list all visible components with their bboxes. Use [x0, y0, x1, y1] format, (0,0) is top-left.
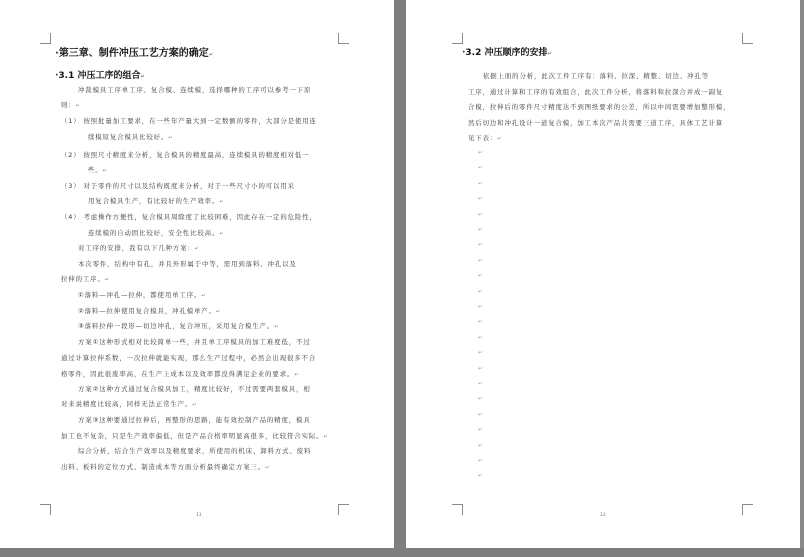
chapter-title: ·第三章、制件冲压工艺方案的确定↵ — [55, 48, 214, 59]
empty-paragraph-mark: ↵ — [478, 242, 483, 249]
list-item: （1） 按照批量加工要求，在一些年产量大到一定数额的零件，大部分是使用连 — [61, 117, 317, 125]
list-item-cont: 些。↵ — [88, 166, 108, 174]
paragraph-line: 对工序的安排，我有以下几种方案：↵ — [78, 244, 200, 252]
empty-paragraph-mark: ↵ — [478, 180, 483, 187]
crop-mark-bottom-right — [338, 504, 349, 515]
paragraph-line: 拉伸的工序。↵ — [61, 275, 110, 283]
paragraph-line: 合模，拉伸后的零件尺寸精度达不到图纸要求的公差，所以中间需要增加整形模， — [468, 103, 731, 111]
empty-paragraph-mark: ↵ — [478, 288, 483, 295]
empty-paragraph-mark: ↵ — [478, 427, 483, 434]
list-item-cont: 连续模的自动固比较好，安全性比较高。↵ — [88, 229, 225, 237]
page-gutter — [394, 0, 406, 557]
empty-paragraph-mark: ↵ — [478, 227, 483, 233]
empty-paragraph-mark: ↵ — [478, 365, 483, 372]
empty-paragraph-mark: ↵ — [478, 473, 483, 480]
paragraph-line: 对来说精度比较高，同样无法正常生产。↵ — [61, 400, 198, 408]
paragraph-line: 格零件，因此很废率高，在生产上成本以及效率都没得满足企业的要求。↵ — [61, 370, 300, 378]
empty-paragraph-mark: ↵ — [478, 304, 483, 310]
option-line: ③落料拉伸一段形—切边冲孔，复合冲压，采用复合模生产。↵ — [78, 322, 280, 330]
crop-mark-top-left — [452, 33, 463, 44]
section-title: ·3.2 冲压顺序的安排↵ — [462, 48, 552, 58]
empty-paragraph-mark: ↵ — [478, 442, 483, 449]
empty-paragraph-mark: ↵ — [478, 319, 483, 326]
list-item: （2） 按照尺寸精度来分析，复合模具的精度最高，连续模具的精度相对低一 — [61, 151, 310, 159]
crop-mark-bottom-right — [742, 504, 753, 515]
crop-mark-top-right — [338, 33, 349, 44]
crop-mark-bottom-left — [452, 504, 463, 515]
document-page-right[interactable] — [406, 0, 800, 548]
paragraph-line: 依据上面的分析，此次工件工序有：落料、拉深、精整、切边、冲孔等 — [483, 72, 710, 80]
empty-paragraph-mark: ↵ — [478, 211, 483, 218]
crop-mark-top-left — [40, 33, 51, 44]
paragraph-line: 方案③这种要通过拉伸后，再整形的思路，能有效控制产品的精度，模具 — [78, 416, 311, 424]
crop-mark-top-right — [742, 33, 753, 44]
empty-paragraph-mark: ↵ — [478, 273, 483, 280]
empty-paragraph-mark: ↵ — [478, 150, 483, 156]
paragraph-line: 然后切边和冲孔设计一道复合模，加工本次产品共需要三道工序，具体工艺计算 — [468, 119, 724, 127]
document-page-left[interactable] — [0, 0, 394, 548]
page-number: 11 — [196, 513, 202, 518]
list-item: （3） 对于零件的尺寸以及结构既度来分析，对于一些尺寸小的可以用采 — [61, 182, 295, 190]
paragraph-line: 方案①这种形式相对比较简单一些，并且单工序模具的加工难度低，不过 — [78, 338, 311, 346]
list-item: （4） 考虑操作方便性，复合模具周除度了比较困难，因此存在一定的危险性， — [61, 213, 317, 221]
paragraph-line: 出料、板料的定位方式、制造成本等方面分析最终确定方案三。↵ — [61, 463, 271, 471]
option-line: ①落料—冲孔—拉伸，都使用单工序。↵ — [78, 291, 207, 299]
paragraph-line: 加工也不复杂，只是生产效率偏低，但是产品合格率明显高很多，比较符合实际。↵ — [61, 432, 329, 440]
list-item-cont: 续模原复合模具比较好。↵ — [88, 133, 174, 141]
empty-paragraph-mark: ↵ — [478, 411, 483, 418]
section-title: ·3.1 冲压工序的组合↵ — [55, 71, 145, 81]
paragraph-line: 本次零件，结构中有孔，并且外形属于中等，需用到落料、冲孔以及 — [78, 260, 297, 268]
paragraph-line: 通过计算拉伸系数，一次拉伸就能实现，那么生产过程中，必然会出现很多不合 — [61, 354, 317, 362]
empty-paragraph-mark: ↵ — [478, 458, 483, 464]
paragraph-line: 冲裁模具工序单工序、复合模、连续模，选择哪种的工序可以参考一下原 — [78, 86, 312, 94]
empty-paragraph-mark: ↵ — [478, 396, 483, 403]
paragraph-line: 则：↵ — [61, 101, 81, 109]
option-line: ②落料—拉伸使用复合模具，冲孔模单产。↵ — [78, 307, 221, 315]
empty-paragraph-mark: ↵ — [478, 165, 483, 172]
list-item-cont: 用复合模具生产，有比较好的生产效率。↵ — [88, 197, 225, 205]
bottom-shade — [0, 548, 804, 557]
paragraph-line: 方案②这种方式通过复合模具加工，精度比较好，不过需要两套模具，相 — [78, 385, 311, 393]
paragraph-line: 见下表：↵ — [468, 134, 503, 142]
empty-paragraph-mark: ↵ — [478, 381, 483, 387]
page-number: 12 — [600, 513, 606, 518]
crop-mark-bottom-left — [40, 504, 51, 515]
empty-paragraph-mark: ↵ — [478, 196, 483, 203]
paragraph-line: 综合分析，结合生产效率以及精度要求，所使用的机床、卸料方式、废料 — [78, 447, 312, 455]
empty-paragraph-mark: ↵ — [478, 257, 483, 264]
empty-paragraph-mark: ↵ — [478, 334, 483, 341]
paragraph-line: 工序，通过计算和工序的有效组合，此次工件分析，将落料和拉深合并成一副复 — [468, 88, 724, 96]
empty-paragraph-mark: ↵ — [478, 350, 483, 357]
